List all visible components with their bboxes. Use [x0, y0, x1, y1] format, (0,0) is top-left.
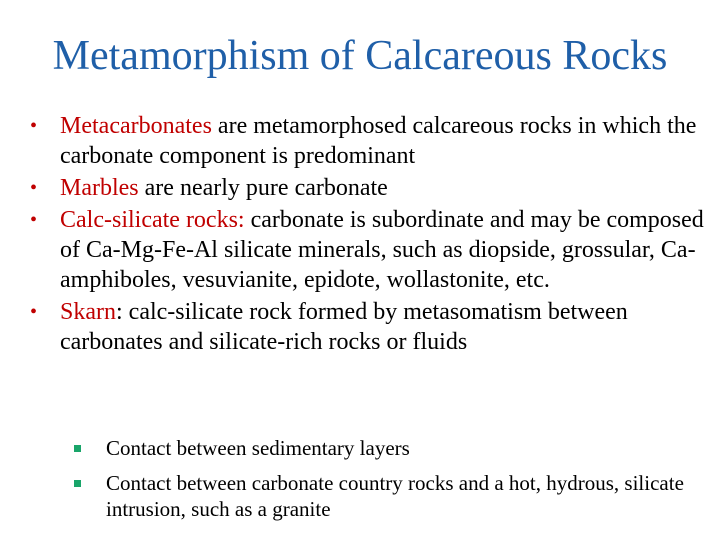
sub-item-text: Contact between carbonate country rocks and a hot, hydrous, silicate intrusion, such as a granite: [106, 471, 684, 521]
term-calc-silicate-rocks: Calc-silicate rocks:: [60, 207, 245, 233]
square-bullet-icon: [74, 445, 81, 452]
bullet-item-marbles: [28, 173, 708, 203]
bullet-item-skarn: [28, 297, 708, 357]
square-bullet-icon: [74, 480, 81, 487]
definition-marbles: are nearly pure carbonate: [138, 175, 388, 201]
bullet-list: [28, 111, 708, 359]
term-marbles: Marbles: [60, 175, 139, 201]
bullet-icon: •: [30, 115, 38, 137]
skarn-sub-list: [74, 435, 714, 531]
term-metacarbonates: Metacarbonates: [60, 113, 212, 139]
bullet-item-calc-silicate: [28, 205, 708, 295]
sub-item-carbonate-intrusion: [74, 470, 714, 522]
definition-skarn: : calc-silicate rock formed by metasomatism between carbonates and silicate-rich rocks or fluids: [60, 299, 628, 355]
bullet-icon: •: [30, 177, 38, 199]
sub-item-text: Contact between sedimentary layers: [106, 436, 410, 460]
term-skarn: Skarn: [60, 299, 116, 325]
bullet-icon: •: [30, 209, 38, 231]
bullet-item-metacarbonates: [28, 111, 708, 171]
definition-calc-silicate-rocks: carbonate is subordinate and may be composed of Ca-Mg-Fe-Al silicate minerals, such as diopside, grossular, Ca-amphiboles, vesuvianite, epidote, wollastonite, etc.: [60, 207, 704, 293]
slide-title: Metamorphism of Calcareous Rocks: [52, 33, 668, 79]
sub-item-sedimentary-layers: [74, 435, 714, 461]
definition-metacarbonates: are metamorphosed calcareous rocks in which the carbonate component is predominant: [60, 113, 697, 169]
bullet-icon: •: [30, 301, 38, 323]
